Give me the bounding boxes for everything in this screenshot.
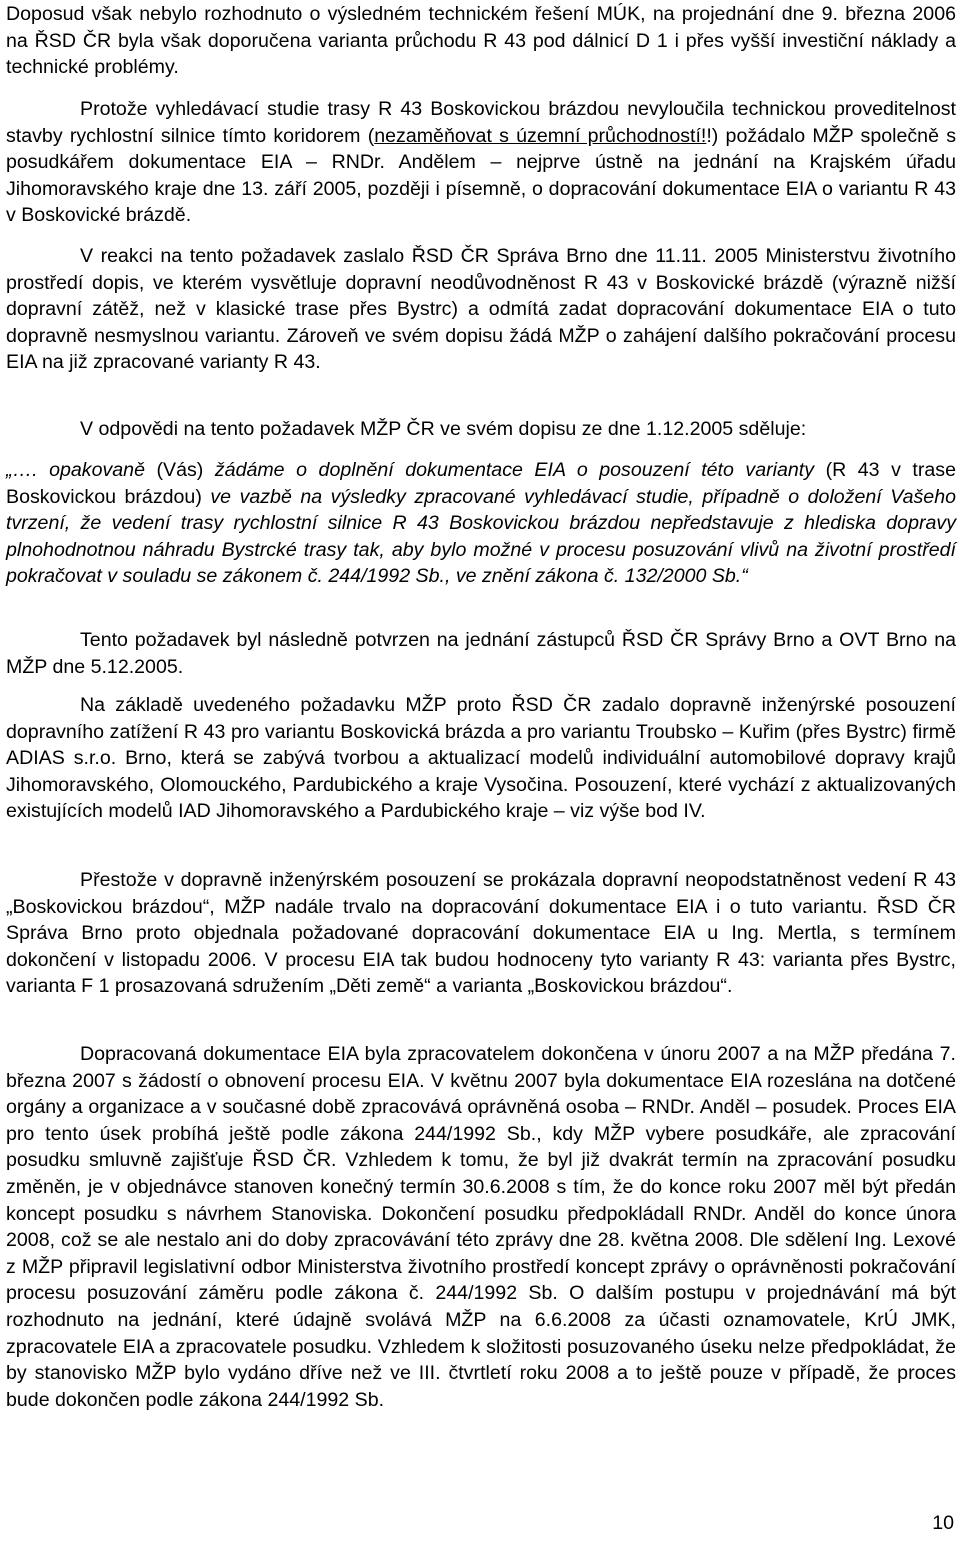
- quote-text: „…. opakovaně: [6, 459, 157, 481]
- quote-text: žádáme o doplnění dokumentace EIA o posouzení této varianty: [203, 459, 826, 481]
- paragraph-text: V reakci na tento požadavek zaslalo ŘSD ČR Správa Brno dne 11.11. 2005 Ministerstvu životního prostředí dopis, ve kterém vysvětluje dopravní neodůvodněnost R 43 v Boskovické brázdě (výrazně nižší dopravní zátěž, než v klasické trase přes Bystrc) a odmítá zadat dopracování dokumentace EIA o tuto dopravně nesmyslnou variantu. Zároveň ve svém dopisu žádá MŽP o zahájení dalšího pokračování procesu EIA na již zpracované varianty R 43.: [6, 245, 956, 374]
- quote-insert: (R 43 v trase Boskovickou brázdou): [6, 459, 956, 508]
- paragraph-text: Doposud však nebylo rozhodnuto o výsledném technickém řešení MÚK, na projednání dne 9. března 2006 na ŘSD ČR byla však doporučena varianta průchodu R 43 pod dálnicí D 1 i přes vyšší investiční náklady a technické problémy.: [6, 3, 956, 79]
- paragraph-mukl-decision: [6, 1, 956, 81]
- paragraph-eia-supplement: [6, 867, 956, 1000]
- paragraph-confirmation: [6, 627, 956, 680]
- paragraph-text: Protože vyhledávací studie trasy R 43 Boskovickou brázdou nevyloučila technickou proveditelnost stavby rychlostní silnice tímto koridorem (: [6, 98, 956, 147]
- paragraph-quoted-letter: [6, 457, 956, 590]
- quote-text: ve vazbě na výsledky zpracované vyhledávací studie, případně o doložení Vašeho tvrzení, že vedení trasy rychlostní silnice R 43 Boskovickou brázdou nepředstavuje z hlediska dopravy plnohodnotnou náhradu Bystrcké trasy tak, aby bylo možné v procesu posuzování vlivů na životní prostředí pokračovat v souladu se zákonem č. 244/1992 Sb., ve znění zákona č. 132/2000 Sb.“: [6, 485, 956, 588]
- paragraph-text: Dopracovaná dokumentace EIA byla zpracovatelem dokončena v únoru 2007 a na MŽP předána 7. března 2007 s žádostí o obnovení procesu EIA. V květnu 2007 byla dokumentace EIA rozeslána na dotčené orgány a organizace a v současné době zpracovává oprávněná osoba – RNDr. Anděl – posudek. Proces EIA pro tento úsek probíhá ještě podle zákona 244/1992 Sb., kdy MŽP vybere posudkáře, ale zpracování posudku smluvně zajišťuje ŘSD ČR. Vzhledem k tomu, že byl již dvakrát termín na zpracování posudku změněn, je v objednávce stanoven konečný termín 30.6.2008 s tím, že do konce roku 2007 měl být předán koncept posudku s návrhem Stanoviska. Dokončení posudku předpokládall RNDr. Anděl do konce února 2008, což se ale nestalo ani do doby zpracovávání této zprávy dne 28. května 2008. Dle sdělení Ing. Lexové z MŽP připravil legislativní odbor Ministerstva životního prostředí koncept zprávy o oprávněnosti pokračování procesu posuzování záměru podle zákona č. 244/1992 Sb. O dalším postupu v projednávání má být rozhodnuto na jednání, které údajně svolává MŽP na 6.6.2008 za účasti oznamovatele, KrÚ JMK, zpracovatele EIA a zpracovatele posudku. Vzhledem k složitosti posuzovaného úseku nelze předpokládat, že by stanovisko MŽP bylo vydáno dříve než ve III. čtvrtletí roku 2008 a to ještě pouze v případě, že proces bude dokončen podle zákona 244/1992 Sb.: [6, 1043, 956, 1411]
- paragraph-text: Tento požadavek byl následně potvrzen na jednání zástupců ŘSD ČR Správy Brno a OVT Brno na MŽP dne 5.12.2005.: [6, 629, 956, 678]
- underlined-note: nezaměňovat s územní průchodností!: [374, 124, 707, 147]
- paragraph-text: !) požádalo MŽP společně s posudkářem dokumentace EIA – RNDr. Andělem – nejprve ústně na jednání na Krajském úřadu Jihomoravského kraje dne 13. září 2005, později i písemně, o dopracování dokumentace EIA o variantu R 43 v Boskovické brázdě.: [6, 124, 957, 227]
- quote-insert: (Vás): [156, 459, 204, 481]
- paragraph-study-request: [6, 96, 956, 229]
- paragraph-rsd-reaction: [6, 243, 956, 376]
- paragraph-adias-assessment: [6, 692, 956, 825]
- paragraph-text: Na základě uvedeného požadavku MŽP proto ŘSD ČR zadalo dopravně inženýrské posouzení dopravního zatížení R 43 pro variantu Boskovická brázda a pro variantu Troubsko – Kuřim (přes Bystrc) firmě ADIAS s.r.o. Brno, která se zabývá tvorbou a aktualizací modelů individuální automobilové dopravy krajů Jihomoravského, Olomouckého, Pardubického a kraje Vysočina. Posouzení, které vychází z aktualizovaných existujících modelů IAD Jihomoravského a Pardubického kraje – viz výše bod IV.: [6, 694, 956, 823]
- paragraph-mzp-response-intro: [6, 416, 956, 443]
- paragraph-text: V odpovědi na tento požadavek MŽP ČR ve svém dopisu ze dne 1.12.2005 sděluje:: [80, 418, 807, 440]
- paragraph-eia-status: [6, 1041, 956, 1413]
- paragraph-text: Přestože v dopravně inženýrském posouzení se prokázala dopravní neopodstatněnost vedení R 43 „Boskovickou brázdou“, MŽP nadále trvalo na dopracování dokumentace EIA i o tuto variantu. ŘSD ČR Správa Brno proto objednala požadované dopracování dokumentace EIA u Ing. Mertla, s termínem dokončení v listopadu 2006. V procesu EIA tak budou hodnoceny tyto varianty R 43: varianta přes Bystrc, varianta F 1 prosazovaná sdružením „Děti země“ a varianta „Boskovickou brázdou“.: [6, 869, 956, 998]
- page-number: 10: [932, 1512, 954, 1534]
